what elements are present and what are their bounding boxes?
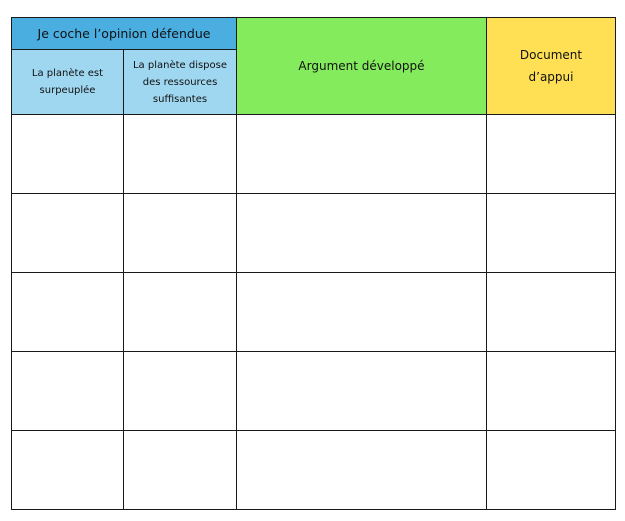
option-1-checkbox-cell[interactable] [12, 194, 124, 273]
option-sufficient-resources-header: La planète dispose des ressources suffisantes [124, 50, 237, 115]
argument-cell[interactable] [237, 273, 487, 352]
option-2-checkbox-cell[interactable] [124, 194, 237, 273]
option-overpopulated-header: La planète est surpeuplée [12, 50, 124, 115]
option-2-checkbox-cell[interactable] [124, 431, 237, 510]
option-2-checkbox-cell[interactable] [124, 352, 237, 431]
document-cell[interactable] [487, 115, 616, 194]
document-header-line1: Document [519, 48, 583, 62]
document-header [487, 18, 616, 115]
option-1-checkbox-cell[interactable] [12, 431, 124, 510]
argument-cell[interactable] [237, 194, 487, 273]
table-row [12, 273, 616, 352]
argument-cell[interactable] [237, 115, 487, 194]
argument-cell[interactable] [237, 352, 487, 431]
option-1-checkbox-cell[interactable] [12, 273, 124, 352]
document-cell[interactable] [487, 352, 616, 431]
option-2-checkbox-cell[interactable] [124, 115, 237, 194]
document-cell[interactable] [487, 273, 616, 352]
argument-cell[interactable] [237, 431, 487, 510]
option-1-checkbox-cell[interactable] [12, 115, 124, 194]
opinion-header: Je coche l’opinion défendue [12, 18, 237, 50]
option-1-checkbox-cell[interactable] [12, 352, 124, 431]
table-row [12, 194, 616, 273]
document-cell[interactable] [487, 431, 616, 510]
table-row [12, 431, 616, 510]
header-row-top [12, 18, 616, 50]
argument-header: Argument développé [237, 18, 487, 115]
document-header-line2: d’appui [528, 70, 574, 84]
argument-worksheet-table [11, 17, 616, 510]
document-cell[interactable] [487, 194, 616, 273]
option-2-checkbox-cell[interactable] [124, 273, 237, 352]
table-row [12, 115, 616, 194]
table-row [12, 352, 616, 431]
